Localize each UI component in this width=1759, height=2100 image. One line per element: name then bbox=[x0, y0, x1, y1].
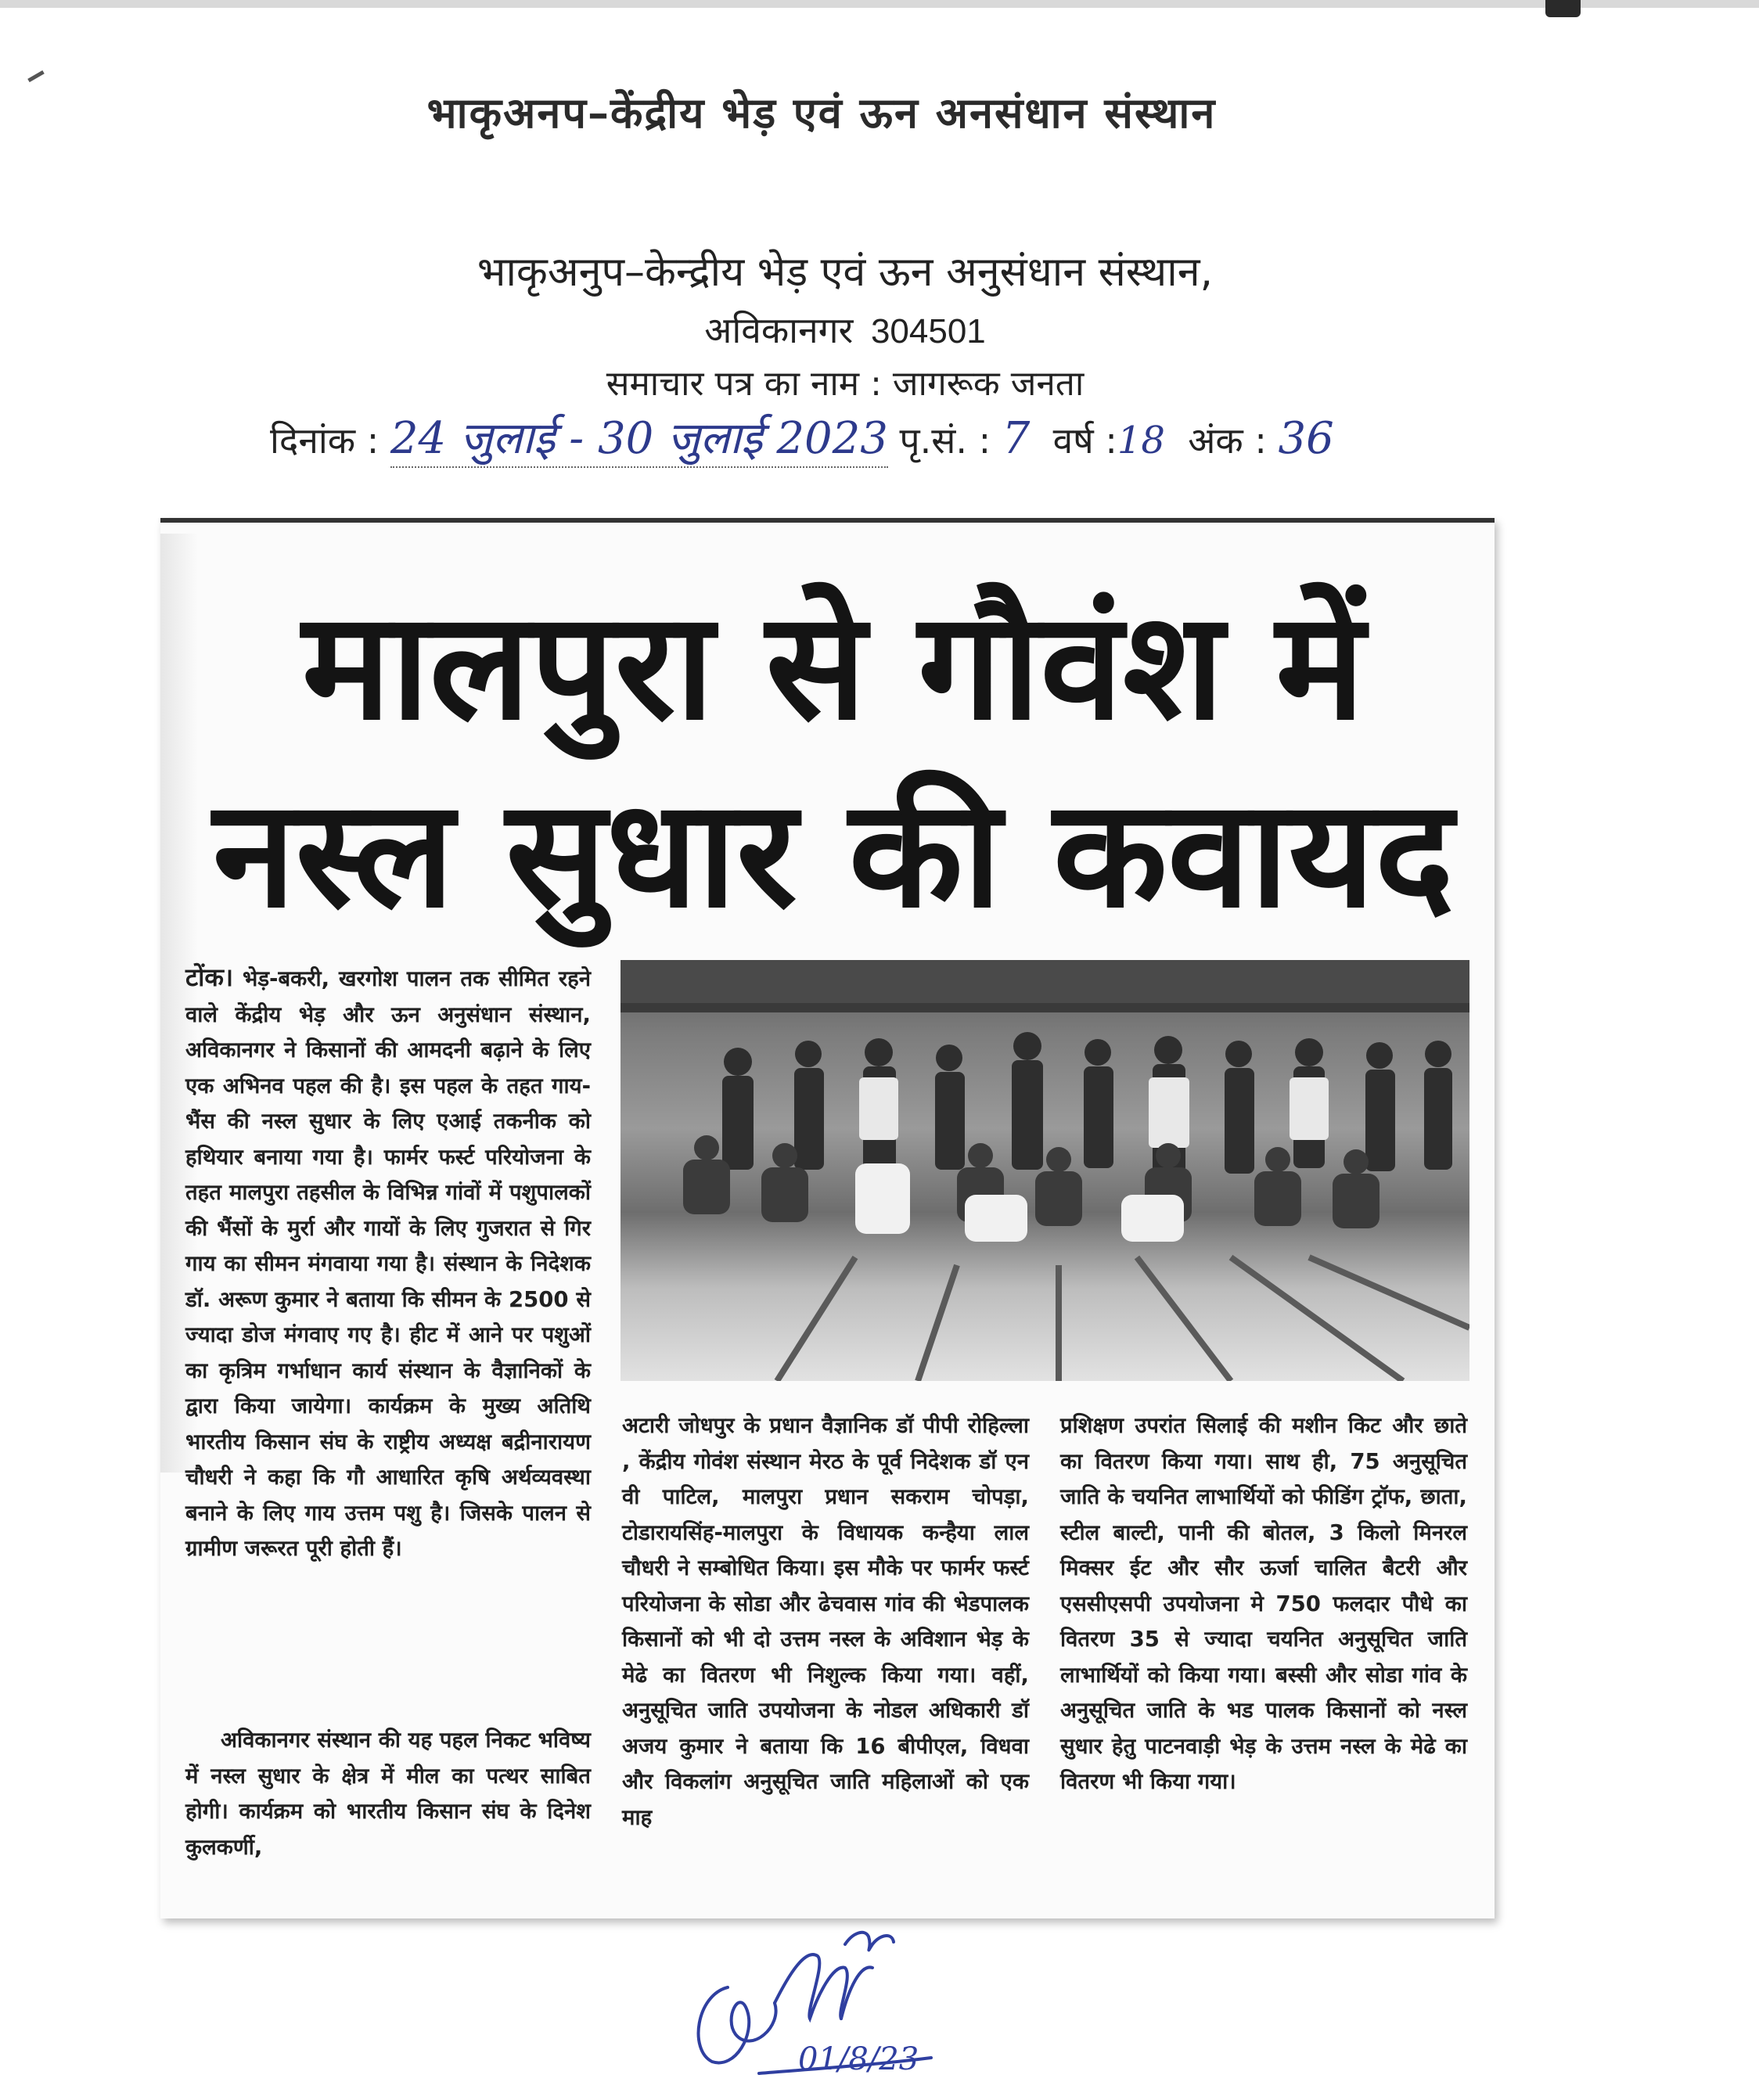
newspaper-label: समाचार पत्र का नाम : bbox=[606, 364, 882, 404]
newspaper-clipping bbox=[160, 518, 1495, 1918]
article-column-3: प्रशिक्षण उपरांत सिलाई की मशीन किट और छाते का वितरण किया गया। साथ ही, 75 अनुसूचित जाति के चयनित लाभार्थियों को फीडिंग ट्रॉफ, छाता, स्टील बाल्टी, पानी की बोतल, 3 किलो मिनरल मिक्सर ईट और सौर ऊर्जा चालित बैटरी और एससीएसपी उपयोजना मे 750 फलदार पौधे का वितरण 35 से ज्यादा चयनित अनुसूचित जाति लाभार्थियों को किया गया। बस्सी और सोडा गांव के अनुसूचित जाति के भड पालक किसानों को नस्ल सुधार हेतु पाटनवाड़ी भेड़ के उत्तम नस्ल के मेढे का वितरण भी किया गया। bbox=[1060, 1413, 1467, 1794]
column-1-text: भेड़-बकरी, खरगोश पालन तक सीमित रहने वाले केंद्रीय भेड़ और ऊन अनुसंधान संस्थान, अविकानगर ने किसानों की आमदनी बढ़ाने के लिए एक अभिनव पहल की है। इस पहल के तहत गाय-भैंस की नस्ल सुधार के लिए एआई तकनीक को हथियार बनाया गया है। फार्मर फर्स्ट परियोजना के तहत मालपुरा तहसील के विभिन्न गांवों में पशुपालकों की भैंसों के मुर्रा और गायों के लिए गुजरात से गिर गाय का सीमन मंगवाया गया है। संस्थान के निदेशक डॉ. अरूण कुमार ने बताया कि सीमन के 2500 से ज्यादा डोज मंगवाए गए है। हीट में आने पर पशुओं का कृत्रिम गर्भाधान कार्य संस्थान के वैज्ञानिकों के द्वारा किया जायेगा। कार्यक्रम के मुख्य अतिथि भारतीय किसान संघ के राष्ट्रीय अध्यक्ष बद्रीनारायण चौधरी ने कहा कि गौ आधारित कृषि अर्थव्यवस्था बनाने के लिए गाय उत्तम पशु है। जिसके पालन से ग्रामीण जरूरत पूरी होती हैं। bbox=[185, 966, 591, 1561]
photo-illustration bbox=[621, 960, 1469, 1381]
pen-mark bbox=[27, 70, 45, 82]
article-column-2: अटारी जोधपुर के प्रधान वैज्ञानिक डॉ पीपी रोहिल्ला , केंद्रीय गोवंश संस्थान मेरठ के पूर्व निदेशक डॉ एन वी पाटिल, मालपुरा प्रधान सकराम चोपड़ा, टोडारायसिंह-मालपुरा के विधायक कन्हैया लाल चौधरी ने सम्बोधित किया। इस मौके पर फार्मर फर्स्ट परियोजना के सोडा और ढेचवास गांव की भेडपालक किसानों को भी दो उत्तम नस्ल के अविशान भेड़ के मेढे का वितरण भी निशुल्क किया गया। वहीं, अनुसूचित जाति उपयोजना के नोडल अधिकारी डॉ अजय कुमार ने बताया कि 16 बीपीएल, विधवा और विकलांग अनुसूचित जाति महिलाओं को एक माह bbox=[622, 1413, 1029, 1830]
issue-value: 36 bbox=[1278, 413, 1334, 464]
pin-code: 304501 bbox=[870, 312, 986, 351]
scan-top-edge bbox=[0, 0, 1759, 8]
signature-date: 01/8/23 bbox=[798, 2041, 919, 2077]
date-label: दिनांक : bbox=[270, 419, 379, 462]
year-value: 18 bbox=[1117, 419, 1165, 462]
year-label: वर्ष : bbox=[1052, 419, 1117, 462]
date-row bbox=[270, 407, 1522, 477]
place-line bbox=[235, 305, 1455, 354]
dateline: टोंक। bbox=[185, 962, 234, 992]
event-photo bbox=[621, 960, 1469, 1381]
headline-line-2: नस्ल सुधार की कवायद bbox=[213, 768, 1454, 940]
clip-top-rule bbox=[160, 518, 1495, 523]
article-column-1-continued: अविकानगर संस्थान की यह पहल निकट भविष्य में नस्ल सुधार के क्षेत्र में मील का पत्थर साबित होगी। कार्यक्रम को भारतीय किसान संघ के दिनेश कुलकर्णी, bbox=[185, 1728, 591, 1860]
institute-name: भाकृअनुप–केन्द्रीय भेड़ एवं ऊन अनुसंधान संस्थान, bbox=[477, 249, 1214, 296]
article-column-1 bbox=[185, 960, 591, 1567]
stamp-header: भाकृअनप–केंद्रीय भेड़ एवं ऊन अनसंधान संस्थान bbox=[426, 88, 1217, 138]
page-value: 7 bbox=[1002, 413, 1031, 464]
page-label: पृ.सं. : bbox=[899, 419, 991, 462]
headline-line-1: मालपुरा से गौवंश में bbox=[301, 580, 1365, 753]
date-value: 24 जुलाई - 30 जुलाई 2023 bbox=[390, 407, 888, 468]
scan-corner-mark bbox=[1545, 0, 1581, 17]
newspaper-name: जागरूक जनता bbox=[892, 364, 1085, 404]
place-name: अविकानगर bbox=[704, 309, 854, 351]
signature-mark bbox=[681, 1901, 1017, 2097]
handwritten-signature bbox=[681, 1901, 1017, 2097]
issue-label: अंक : bbox=[1188, 419, 1267, 462]
newspaper-line bbox=[235, 358, 1455, 405]
